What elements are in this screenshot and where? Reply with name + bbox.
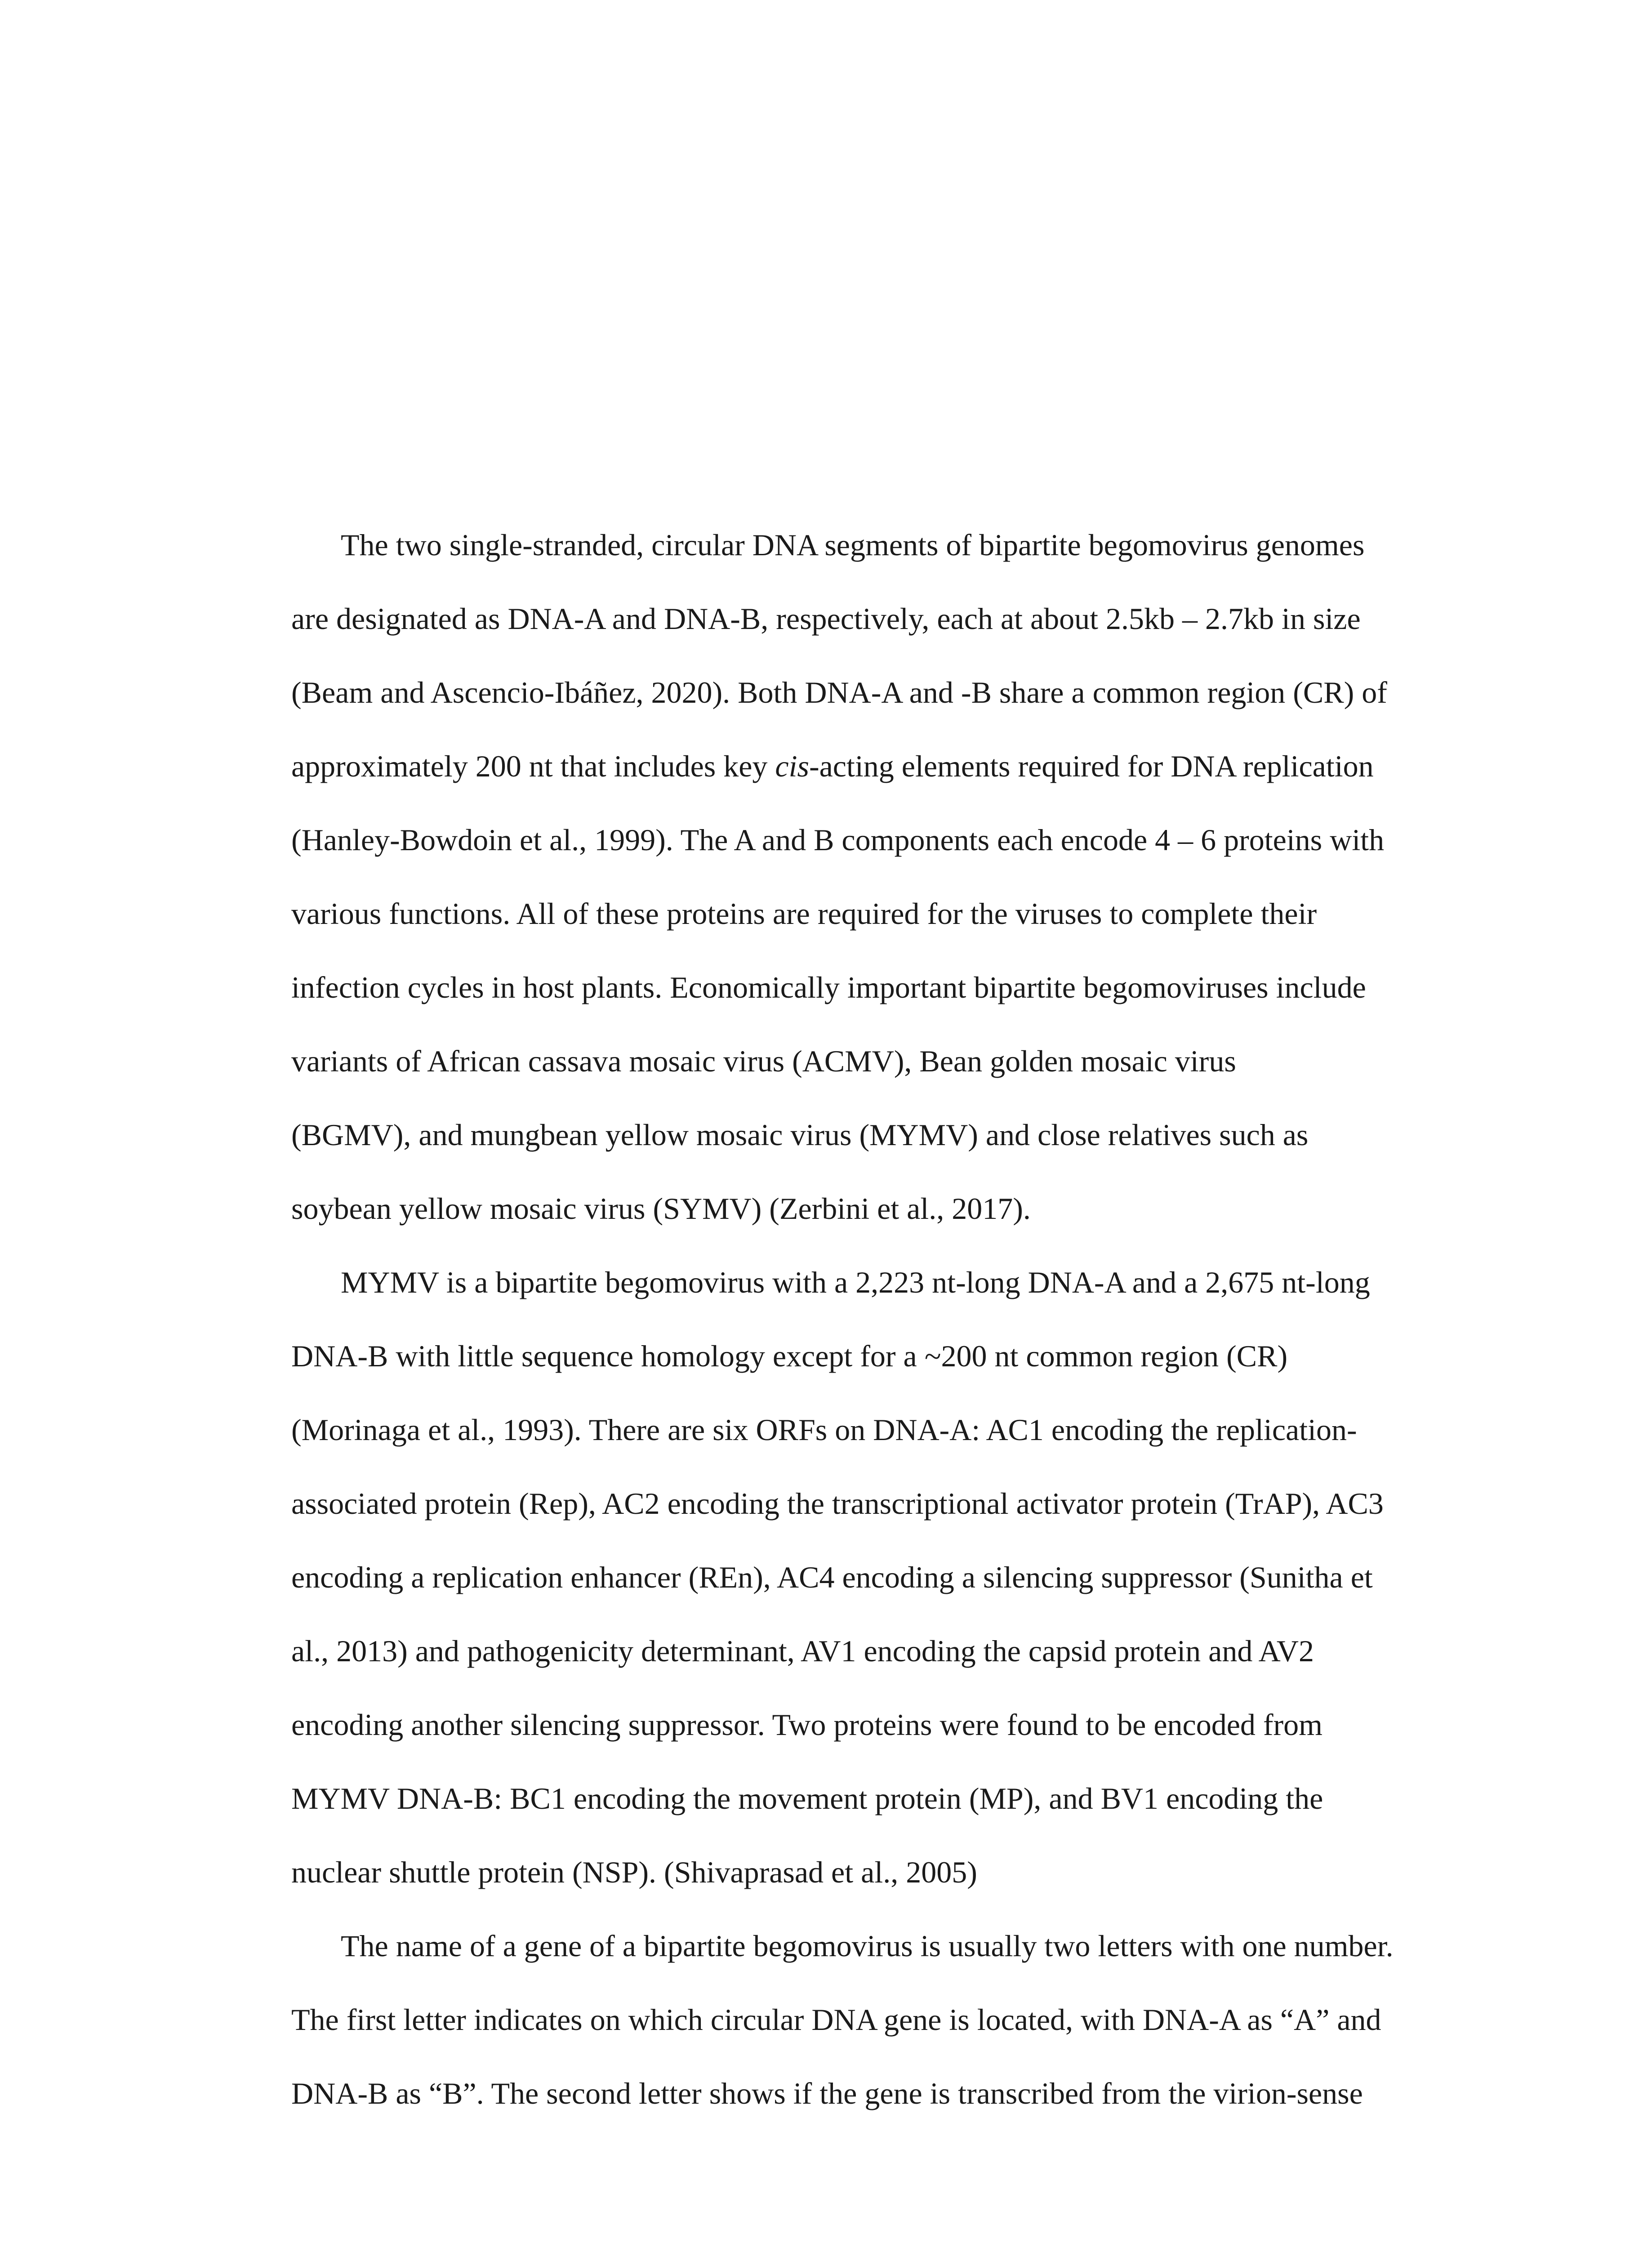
paragraph-line: variants of African cassava mosaic virus (ACMV), Bean golden mosaic virus (291, 1044, 1236, 1078)
paragraph-line: al., 2013) and pathogenicity determinant, AV1 encoding the capsid protein and AV2 (291, 1634, 1314, 1668)
paragraph-line: The name of a gene of a bipartite begomovirus is usually two letters with one number. (341, 1929, 1394, 1963)
paragraph-line: various functions. All of these proteins are required for the viruses to complete their (291, 897, 1317, 931)
paragraph-line: The two single-stranded, circular DNA segments of bipartite begomovirus genomes (341, 528, 1365, 562)
text-segment: approximately 200 nt that includes key (291, 749, 775, 783)
paragraph-line: The first letter indicates on which circular DNA gene is located, with DNA-A as “A” and (291, 2003, 1381, 2037)
paragraph-line: DNA-B with little sequence homology except for a ~200 nt common region (CR) (291, 1339, 1288, 1373)
paragraph-line: encoding a replication enhancer (REn), AC4 encoding a silencing suppressor (Sunitha et (291, 1560, 1373, 1594)
paragraph-line: DNA-B as “B”. The second letter shows if the gene is transcribed from the virion-sense (291, 2076, 1363, 2110)
paragraph-line: encoding another silencing suppressor. Two proteins were found to be encoded from (291, 1708, 1323, 1742)
paragraph-line: soybean yellow mosaic virus (SYMV) (Zerbini et al., 2017). (291, 1191, 1031, 1226)
paragraph-line: infection cycles in host plants. Economically important bipartite begomoviruses include (291, 970, 1366, 1004)
body-text (291, 508, 1442, 2130)
paragraph-line: MYMV is a bipartite begomovirus with a 2,223 nt-long DNA-A and a 2,675 nt-long (341, 1265, 1370, 1299)
paragraph-line: nuclear shuttle protein (NSP). (Shivaprasad et al., 2005) (291, 1855, 977, 1889)
paragraph-line: (Beam and Ascencio-Ibáñez, 2020). Both DNA-A and -B share a common region (CR) of (291, 675, 1387, 709)
paragraph-line: (BGMV), and mungbean yellow mosaic virus (MYMV) and close relatives such as (291, 1118, 1309, 1152)
paragraph-line: (Morinaga et al., 1993). There are six ORFs on DNA-A: AC1 encoding the replication- (291, 1413, 1357, 1447)
paragraph-line: are designated as DNA-A and DNA-B, respectively, each at about 2.5kb – 2.7kb in size (291, 602, 1361, 636)
italic-term: cis (775, 749, 809, 783)
text-segment: -acting elements required for DNA replication (809, 749, 1374, 783)
paragraph-line: MYMV DNA-B: BC1 encoding the movement protein (MP), and BV1 encoding the (291, 1781, 1323, 1815)
paragraph-line: (Hanley-Bowdoin et al., 1999). The A and B components each encode 4 – 6 proteins with (291, 823, 1385, 857)
paragraph-line: associated protein (Rep), AC2 encoding the transcriptional activator protein (TrAP), AC3 (291, 1486, 1384, 1521)
paragraph-line (291, 729, 1442, 803)
